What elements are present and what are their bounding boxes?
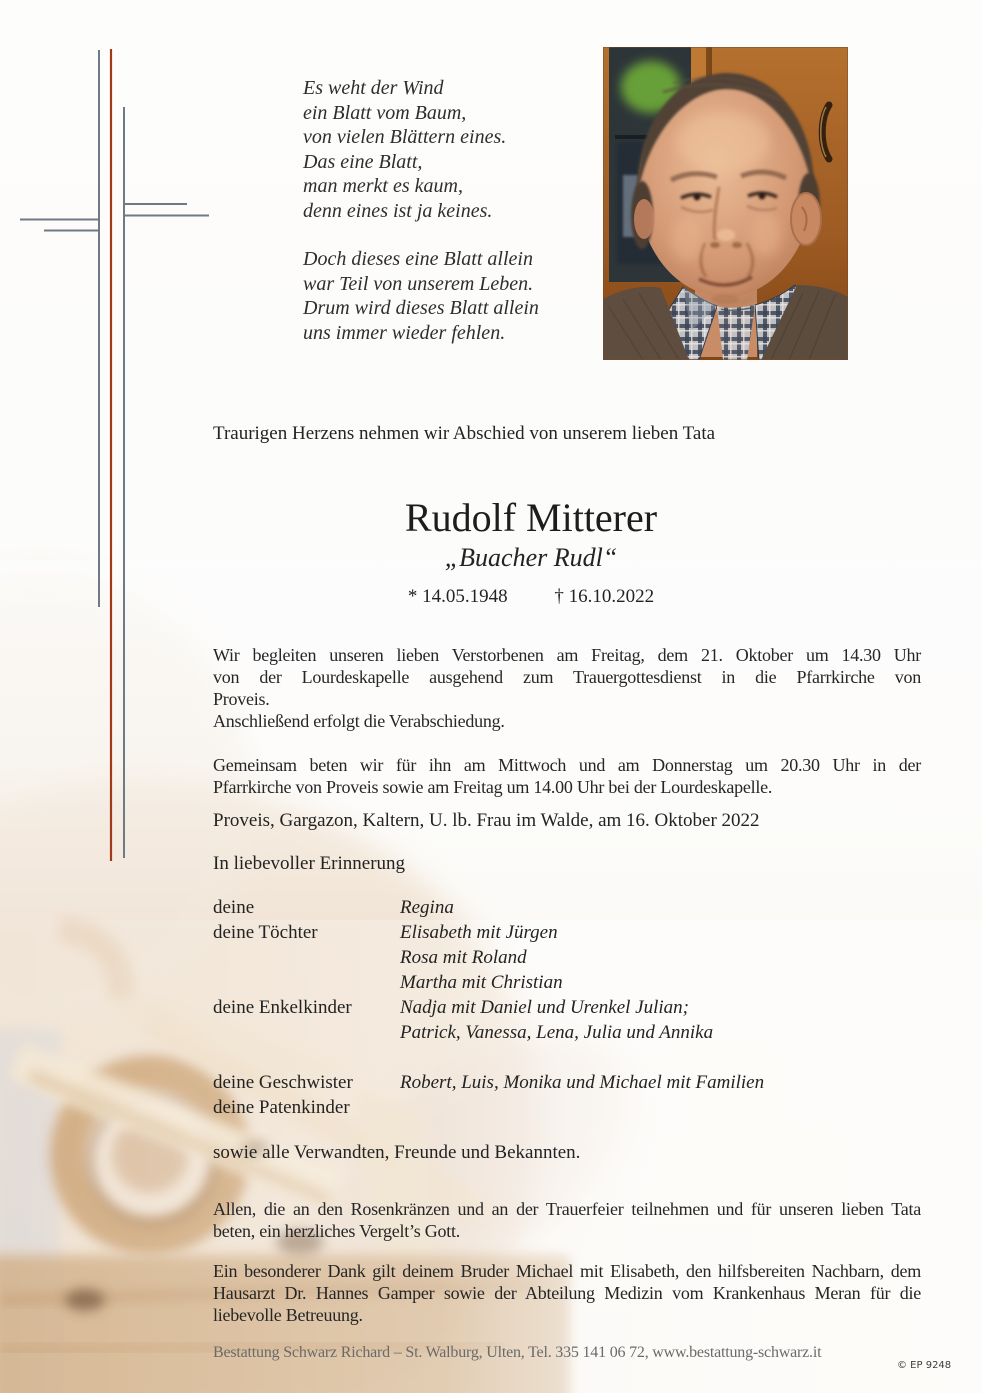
family-name: Patrick, Vanessa, Lena, Julia und Annika: [400, 1022, 714, 1043]
family-label: deine Patenkinder: [213, 1097, 350, 1118]
family-name: Rosa mit Roland: [400, 947, 527, 968]
special-thanks-paragraph: [213, 1260, 921, 1326]
poem: [303, 76, 539, 345]
poem-line: Das eine Blatt,: [303, 150, 423, 173]
funeral-paragraph: [213, 644, 921, 732]
family-name: Regina: [400, 897, 454, 918]
prayer-paragraph: [213, 754, 921, 798]
special-thanks-line: Ein besonderer Dank gilt deinem Bruder Michael mit Elisabeth, den hilfsbereiten Nachbarn, dem: [213, 1261, 921, 1281]
special-thanks-line: Hausarzt Dr. Hannes Gamper sowie der Abteilung Medizin vom Krankenhaus Meran für die: [213, 1283, 921, 1303]
prayer-line: Pfarrkirche von Proveis sowie am Freitag um 14.00 Uhr bei der Lourdeskapelle.: [213, 777, 773, 797]
birth-date: * 14.05.1948: [407, 586, 508, 607]
thanks-paragraph: [213, 1198, 921, 1242]
poem-line: war Teil von unserem Leben.: [303, 272, 534, 295]
family-row: [213, 995, 921, 1045]
poem-line: Drum wird dieses Blatt allein: [303, 297, 539, 319]
portrait-photo: [603, 47, 848, 360]
family-name: Robert, Luis, Monika und Michael mit Familien: [400, 1072, 765, 1093]
poem-line: Doch dieses eine Blatt allein: [303, 248, 533, 270]
family-row: [213, 920, 921, 995]
print-code: © EP 9248: [897, 1360, 952, 1371]
family-row: [213, 1070, 921, 1095]
funeral-line: Wir begleiten unseren lieben Verstorbenen am Freitag, dem 21. Oktober um 14.30 Uhr: [213, 645, 921, 665]
funeral-line: von der Lourdeskapelle ausgehend zum Trauergottesdienst in die Pfarrkirche von: [213, 667, 921, 687]
family-name: Martha mit Christian: [400, 972, 563, 993]
deceased-name: Rudolf Mitterer: [404, 495, 658, 540]
poem-line: von vielen Blättern eines.: [303, 126, 507, 148]
family-list: [213, 895, 921, 1120]
farewell-line: Anschließend erfolgt die Verabschiedung.: [213, 711, 505, 731]
prayer-line: Gemeinsam beten wir für ihn am Mittwoch und am Donnerstag um 20.30 Uhr in der: [213, 755, 921, 775]
funeral-home-footer: Bestattung Schwarz Richard – St. Walburg, Ulten, Tel. 335 141 06 72, www.bestattung-schwarz.it: [213, 1344, 822, 1361]
deceased-nickname: „Buacher Rudl“: [444, 543, 618, 572]
death-date: † 16.10.2022: [554, 586, 655, 607]
poem-line: denn eines ist ja keines.: [303, 199, 493, 222]
remembrance-heading: In liebevoller Erinnerung: [213, 853, 406, 874]
thanks-line: beten, ein herzliches Vergelt’s Gott.: [213, 1221, 461, 1241]
poem-line: uns immer wieder fehlen.: [303, 321, 506, 344]
life-dates: [213, 586, 849, 608]
poem-line: Es weht der Wind: [303, 77, 444, 99]
relatives-line: sowie alle Verwandten, Freunde und Bekannten.: [213, 1142, 581, 1163]
place-date-line: Proveis, Gargazon, Kaltern, U. lb. Frau im Walde, am 16. Oktober 2022: [213, 810, 760, 831]
family-label: deine Enkelkinder: [213, 997, 352, 1018]
family-row: [213, 895, 921, 920]
family-name: Nadja mit Daniel und Urenkel Julian;: [400, 997, 689, 1018]
poem-line: ein Blatt vom Baum,: [303, 101, 467, 124]
special-thanks-line: liebevolle Betreuung.: [213, 1305, 363, 1325]
intro-line: Traurigen Herzens nehmen wir Abschied von unserem lieben Tata: [213, 423, 716, 444]
family-name: Elisabeth mit Jürgen: [400, 922, 558, 943]
family-label: deine: [213, 897, 255, 918]
thanks-line: Allen, die an den Rosenkränzen und an der Trauerfeier teilnehmen und für unseren lieben Tata: [213, 1199, 921, 1219]
poem-line: man merkt es kaum,: [303, 175, 463, 197]
family-label: deine Geschwister: [213, 1072, 353, 1093]
funeral-line: Proveis.: [213, 689, 270, 709]
family-label: deine Töchter: [213, 922, 318, 943]
family-row: [213, 1095, 921, 1120]
